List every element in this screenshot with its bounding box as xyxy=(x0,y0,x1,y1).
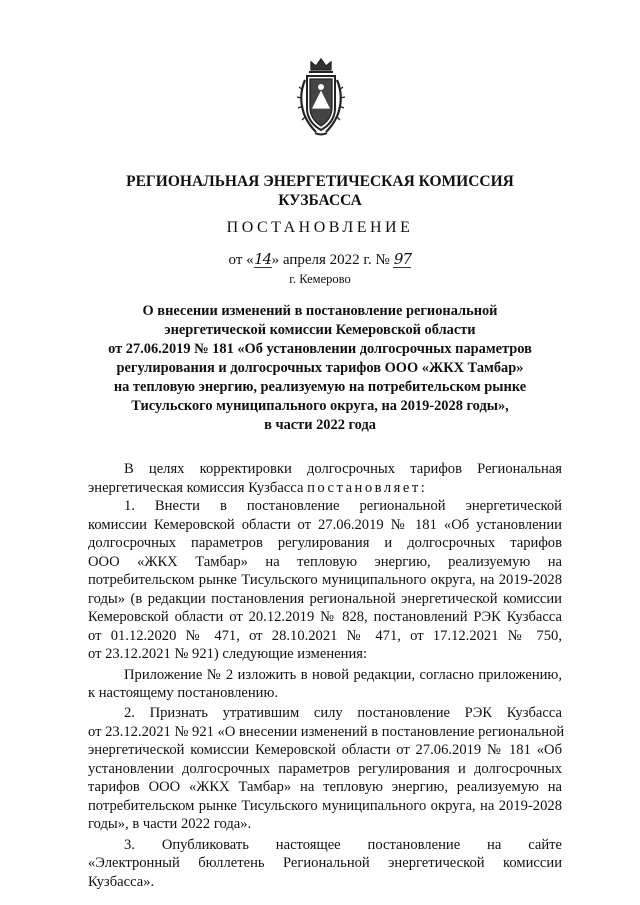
paragraph-2-line: установлении долгосрочных параметров регулирования и долгосрочных xyxy=(88,761,562,777)
paragraph-1-line: от 01.12.2020 № 471, от 28.10.2021 № 471, от 17.12.2021 № 750, xyxy=(88,628,562,644)
handwritten-number: 97 xyxy=(393,250,411,268)
title-line: энергетической комиссии Кемеровской области xyxy=(164,322,476,338)
title-line: от 27.06.2019 № 181 «Об установлении долгосрочных параметров xyxy=(108,341,532,357)
intro-text: энергетическая комиссия Кузбасса xyxy=(88,480,308,496)
resolves-word: постановляет: xyxy=(307,480,428,496)
paragraph-1-line: долгосрочных параметров регулирования и долгосрочных тарифов xyxy=(88,535,562,551)
paragraph-1-line: 1. Внести в постановление региональной энергетической xyxy=(124,498,562,514)
organization-name-line-2: КУЗБАССА xyxy=(278,192,362,209)
paragraph-3-line: «Электронный бюллетень Региональной энергетической комиссии xyxy=(88,855,562,871)
intro-line: В целях корректировки долгосрочных тарифов Региональная xyxy=(124,461,562,477)
date-middle: » апреля 2022 г. № xyxy=(271,252,390,268)
title-line: регулирования и долгосрочных тарифов ООО «ЖКХ Тамбар» xyxy=(116,360,524,376)
paragraph-1-line: от 23.12.2021 № 921) следующие изменения: xyxy=(88,646,368,662)
paragraph-2-line: годы», в части 2022 года». xyxy=(88,816,252,832)
paragraph-2-line: тарифов ООО «ЖКХ Тамбар» на тепловую энергию, реализуемую на xyxy=(88,779,562,795)
paragraph-3-line: 3. Опубликовать настоящее постановление на сайте xyxy=(124,837,562,853)
handwritten-day: 14 xyxy=(254,250,272,268)
paragraph-2-line: 2. Признать утратившим силу постановление РЭК Кузбасса xyxy=(124,705,562,721)
title-line: в части 2022 года xyxy=(264,417,376,433)
date-prefix: от « xyxy=(228,252,254,268)
paragraph-2-line: от 23.12.2021 № 921 «О внесении изменений в постановление региональной xyxy=(88,724,565,740)
title-line: О внесении изменений в постановление региональной xyxy=(142,303,498,319)
paragraph-2-line: энергетической комиссии Кемеровской области от 27.06.2019 № 181 «Об xyxy=(88,742,562,758)
paragraph-2-line: потребительском рынке Тисульского муниципального округа, на 2019-2028 xyxy=(88,798,562,814)
paragraph-1-sub-line: к настоящему постановлению. xyxy=(88,685,279,701)
title-line: на тепловую энергию, реализуемую на потребительском рынке xyxy=(113,379,527,395)
paragraph-1-line: комиссии Кемеровской области от 27.06.2019 № 181 «Об установлении xyxy=(88,517,562,533)
city: г. Кемерово xyxy=(289,272,351,286)
paragraph-1-sub-line: Приложение № 2 изложить в новой редакции, согласно приложению, xyxy=(124,667,562,683)
paragraph-1-line: ООО «ЖКХ Тамбар» на тепловую энергию, реализуемую на xyxy=(88,554,562,570)
organization-name-line-1: РЕГИОНАЛЬНАЯ ЭНЕРГЕТИЧЕСКАЯ КОМИССИЯ xyxy=(126,173,514,190)
paragraph-3-line: Кузбасса». xyxy=(88,874,155,890)
date-line xyxy=(0,252,640,269)
paragraph-1-line: годы» (в редакции постановления региональной энергетической комиссии xyxy=(88,591,562,607)
coat-of-arms-icon xyxy=(294,56,348,138)
paragraph-1-line: потребительском рынке Тисульского муниципального округа, на 2019-2028 xyxy=(88,572,562,588)
document-type: ПОСТАНОВЛЕНИЕ xyxy=(226,219,414,236)
intro-line xyxy=(88,479,562,498)
paragraph-1-line: Кемеровской области от 20.12.2019 № 828, постановлений РЭК Кузбасса xyxy=(88,609,562,625)
title-line: Тисульского муниципального округа, на 2019-2028 годы», xyxy=(131,398,509,414)
